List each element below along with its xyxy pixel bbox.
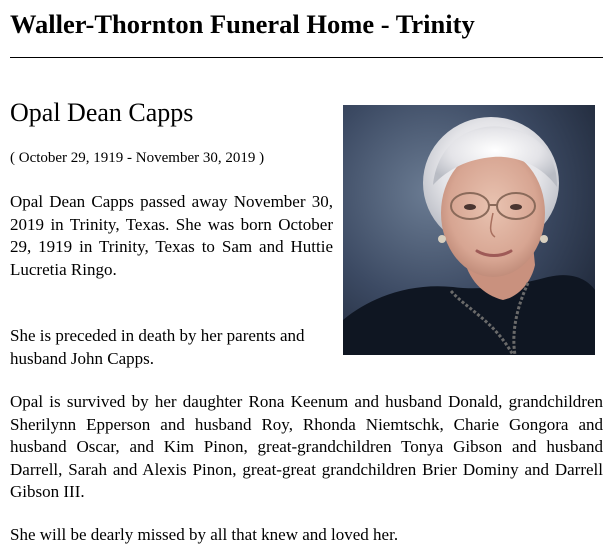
portrait-photo [343,105,595,355]
obituary-paragraph: Opal is survived by her daughter Rona Keenum and husband Donald, grandchildren Sherilynn Epperson and husband Roy, Rhonda Niemtschk, Charie Gongora and husband Oscar, and Kim Pinon, great-grandchildren Tonya Gibson and husband Darrell, Sarah and Alexis Pinon, great-great grandchildren Brier Dominy and Darrell Gibson III. [10,392,603,501]
obituary-dates: ( October 29, 1919 - November 30, 2019 ) [10,150,265,166]
site-title: Waller-Thornton Funeral Home - Trinity [10,9,475,39]
obituary-paragraph: She will be dearly missed by all that knew and loved her. [10,525,399,544]
obituary-paragraph: Opal Dean Capps passed away November 30, 2019 in Trinity, Texas. She was born October 29, 1919 in Trinity, Texas to Sam and Huttie Lucretia Ringo. [10,192,333,279]
obituary-name: Opal Dean Capps [10,98,194,127]
header-divider [10,57,603,58]
obituary-paragraph: She is preceded in death by her parents and husband John Capps. [10,326,305,368]
